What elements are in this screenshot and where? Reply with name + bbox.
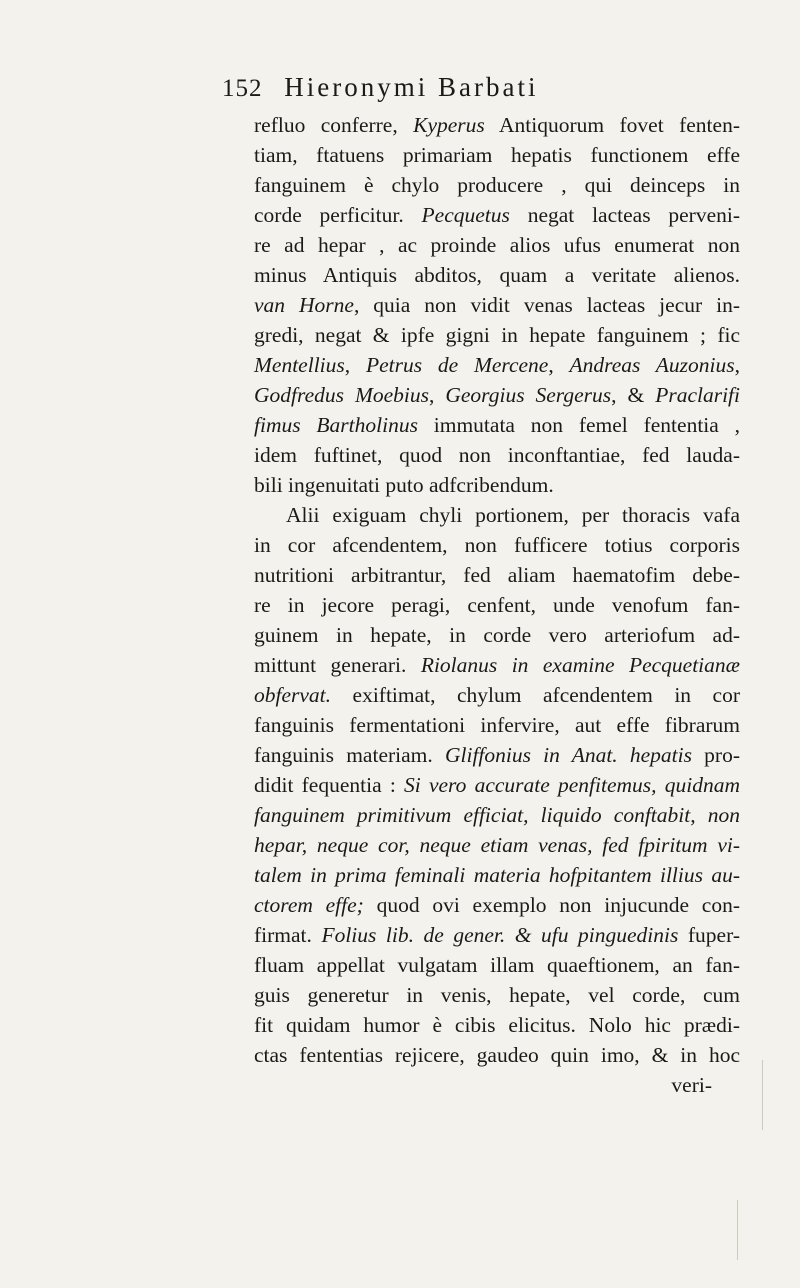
text-line	[254, 140, 740, 170]
text-line	[254, 260, 740, 290]
paper-edge-mark	[762, 1060, 763, 1130]
text-run: minus Antiquis abditos, quam a veritate alienos.	[254, 263, 740, 287]
text-run: , quia non vidit venas lacteas jecur in-	[353, 293, 740, 317]
text-run: , &	[611, 383, 656, 407]
text-line	[254, 800, 740, 830]
text-line	[254, 470, 740, 500]
italic-text: talem in prima feminali materia hofpitantem illius au-	[254, 863, 740, 887]
text-line	[254, 1040, 740, 1070]
text-run: didit fequentia :	[254, 773, 405, 797]
text-run: bili ingenuitati puto adfcribendum.	[254, 473, 554, 497]
italic-text: fanguinem primitivum efficiat, liquido conftabit, non	[254, 803, 740, 827]
text-run: Antiquorum fovet fenten-	[484, 113, 740, 137]
text-run: tiam, ftatuens primariam hepatis functionem effe	[254, 143, 740, 167]
running-title: Hieronymi Barbati	[284, 72, 539, 102]
text-run: re in jecore peragi, cenfent, unde venofum fan-	[254, 593, 740, 617]
italic-text: ctorem effe;	[254, 893, 364, 917]
text-run: re ad hepar , ac proinde alios ufus enumerat non	[254, 233, 740, 257]
text-run: ,	[734, 353, 741, 377]
text-run: idem fuftinet, quod non inconftantiae, fed lauda-	[254, 443, 740, 467]
italic-text: Praclarifi	[655, 383, 740, 407]
text-line	[254, 710, 740, 740]
text-run: guinem in hepate, in corde vero arteriofum ad-	[254, 623, 740, 647]
italic-text: Mentellius	[254, 353, 345, 377]
text-run: negat lacteas perveni-	[509, 203, 741, 227]
italic-text: Folius lib. de gener. & ufu pinguedinis	[321, 923, 679, 947]
text-run: firmat.	[254, 923, 322, 947]
text-line	[254, 890, 740, 920]
text-line	[254, 560, 740, 590]
text-run: ,	[548, 353, 570, 377]
text-line	[254, 200, 740, 230]
text-run: corde perficitur.	[254, 203, 422, 227]
italic-text: van Horne	[254, 293, 354, 317]
text-line	[254, 1010, 740, 1040]
text-line	[254, 410, 740, 440]
text-run: fluam appellat vulgatam illam quaeftionem, an fan-	[254, 953, 740, 977]
page-number: 152	[222, 75, 263, 102]
catchword: veri-	[671, 1073, 712, 1097]
italic-text: Si vero accurate penfitemus, quidnam	[404, 773, 740, 797]
text-run: in cor afcendentem, non fufficere totius corporis	[254, 533, 740, 557]
text-line	[254, 170, 740, 200]
text-line	[254, 110, 740, 140]
text-line	[254, 920, 740, 950]
paper-edge-mark	[737, 1200, 738, 1260]
text-run: mittunt generari.	[254, 653, 421, 677]
text-line	[254, 380, 740, 410]
text-line	[254, 530, 740, 560]
text-run: refluo conferre,	[254, 113, 414, 137]
text-run: ,	[428, 383, 446, 407]
text-run: ctas fententias rejicere, gaudeo quin imo, & in hoc	[254, 1043, 740, 1067]
text-run: fanguinem è chylo producere , qui deinceps in	[254, 173, 740, 197]
text-line	[254, 620, 740, 650]
italic-text: Georgius Sergerus	[445, 383, 612, 407]
text-line	[254, 500, 740, 530]
text-run: fanguinis fermentationi infervire, aut effe fibrarum	[254, 713, 740, 737]
text-line	[254, 830, 740, 860]
text-line	[254, 230, 740, 260]
text-line	[254, 290, 740, 320]
page-header	[222, 72, 538, 103]
text-run: fuper-	[678, 923, 740, 947]
text-run: gredi, negat & ipfe gigni in hepate fanguinem ; fic	[254, 323, 740, 347]
text-line	[254, 320, 740, 350]
text-line	[254, 950, 740, 980]
text-line	[254, 440, 740, 470]
text-line	[254, 980, 740, 1010]
italic-text: Godfredus Moebius	[254, 383, 429, 407]
text-run: exiftimat, chylum afcendentem in cor	[331, 683, 740, 707]
italic-text: Gliffonius in Anat. hepatis	[444, 743, 692, 767]
text-line	[254, 590, 740, 620]
text-run: quod ovi exemplo non injucunde con-	[363, 893, 740, 917]
italic-text: Riolanus in examine Pecquetianæ	[420, 653, 740, 677]
text-line	[254, 860, 740, 890]
text-line	[254, 680, 740, 710]
text-run: immutata non femel fententia ,	[417, 413, 740, 437]
italic-text: obfervat.	[254, 683, 332, 707]
text-run: Alii exiguam chyli portionem, per thoracis vafa	[286, 503, 740, 527]
italic-text: Kyperus	[413, 113, 485, 137]
text-line	[254, 350, 740, 380]
text-run: guis generetur in venis, hepate, vel corde, cum	[254, 983, 740, 1007]
text-line	[254, 770, 740, 800]
italic-text: Andreas Auzonius	[569, 353, 735, 377]
italic-text: Pecquetus	[421, 203, 510, 227]
text-run: fanguinis materiam.	[254, 743, 445, 767]
italic-text: Petrus de Mercene	[365, 353, 549, 377]
text-line	[254, 650, 740, 680]
text-run: fit quidam humor è cibis elicitus. Nolo hic prædi-	[254, 1013, 740, 1037]
italic-text: fimus Bartholinus	[254, 413, 418, 437]
text-run: pro-	[691, 743, 740, 767]
text-line	[254, 740, 740, 770]
text-run: nutritioni arbitrantur, fed aliam haematofim debe-	[254, 563, 740, 587]
body-text	[254, 110, 740, 1100]
italic-text: hepar, neque cor, neque etiam venas, fed fpiritum vi-	[254, 833, 740, 857]
text-run: ,	[344, 353, 366, 377]
